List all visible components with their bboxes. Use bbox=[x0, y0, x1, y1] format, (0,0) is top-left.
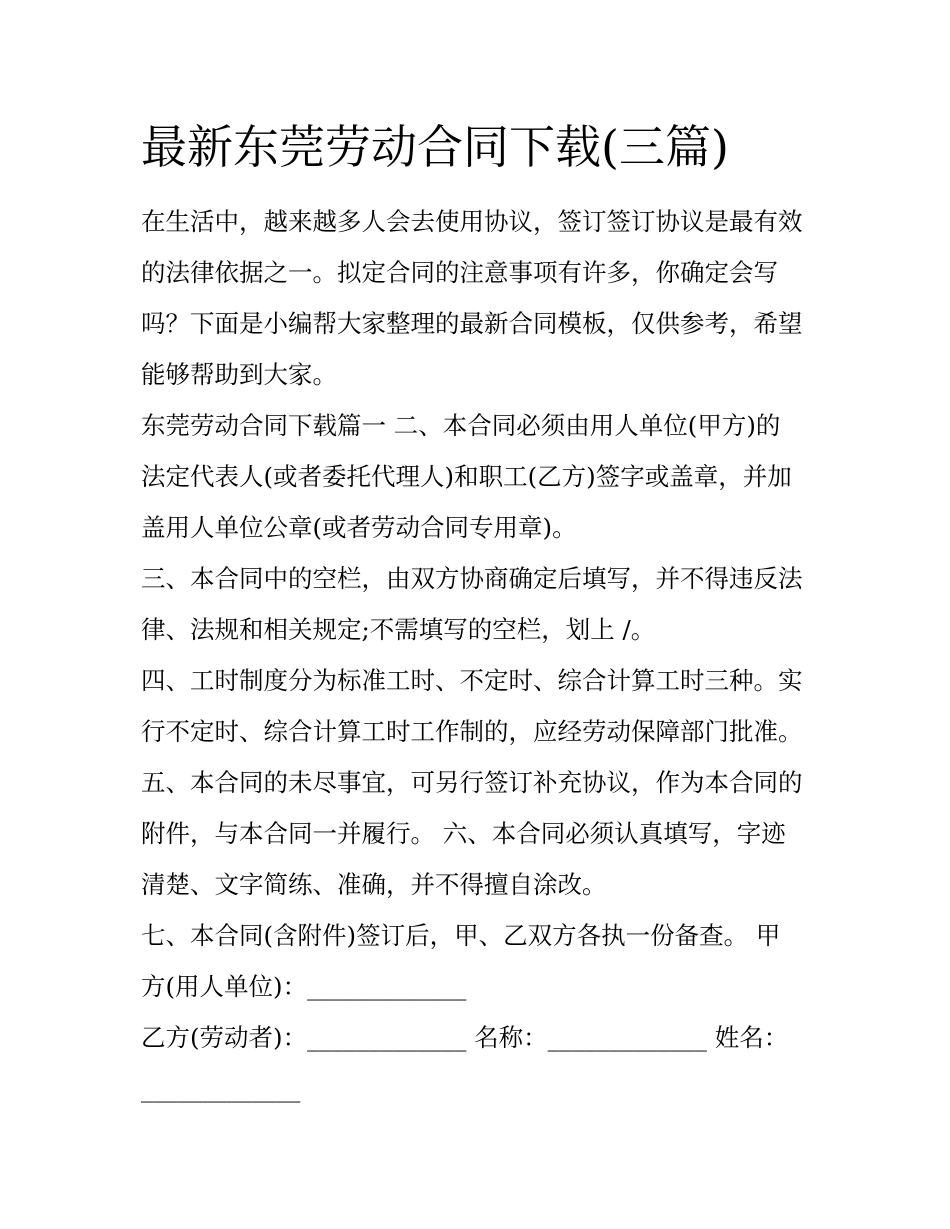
body-line-11: 行不定时、综合计算工时工作制的，应经劳动保障部门批准。 bbox=[141, 717, 803, 746]
body-line-1: 在生活中，越来越多人会去使用协议，签订签订协议是最有效 bbox=[141, 207, 803, 236]
employer-signature-line: 方(用人单位)：_____________ bbox=[141, 972, 467, 1001]
document-title: 最新东莞劳动合同下载(三篇) bbox=[141, 120, 729, 174]
body-line-3: 吗？下面是小编帮大家整理的最新合同模板，仅供参考，希望 bbox=[141, 309, 803, 338]
name-blank-line: _____________ bbox=[141, 1074, 301, 1103]
body-line-7: 盖用人单位公章(或者劳动合同专用章)。 bbox=[141, 513, 577, 542]
body-line-12: 五、本合同的未尽事宜，可另行签订补充协议，作为本合同的 bbox=[141, 768, 803, 797]
body-line-15: 七、本合同(含附件)签订后，甲、乙双方各执一份备查。 甲 bbox=[141, 921, 781, 950]
employee-signature-line: 乙方(劳动者)：_____________ 名称：_____________ 姓名： bbox=[141, 1023, 789, 1052]
body-line-9: 律、法规和相关规定;不需填写的空栏，划上 /。 bbox=[141, 615, 656, 644]
body-line-14: 清楚、文字简练、准确，并不得擅自涂改。 bbox=[141, 870, 607, 899]
body-line-4: 能够帮助到大家。 bbox=[141, 360, 337, 389]
body-line-10: 四、工时制度分为标准工时、不定时、综合计算工时三种。实 bbox=[141, 666, 803, 695]
body-line-13: 附件，与本合同一并履行。 六、本合同必须认真填写，字迹 bbox=[141, 819, 786, 848]
document-page bbox=[141, 112, 821, 1114]
body-line-6: 法定代表人(或者委托代理人)和职工(乙方)签字或盖章，并加 bbox=[141, 462, 792, 491]
body-line-5: 东莞劳动合同下载篇一 二、本合同必须由用人单位(甲方)的 bbox=[141, 411, 781, 440]
body-line-2: 的法律依据之一。拟定合同的注意事项有许多，你确定会写 bbox=[141, 258, 778, 287]
body-line-8: 三、本合同中的空栏，由双方协商确定后填写，并不得违反法 bbox=[141, 564, 803, 593]
